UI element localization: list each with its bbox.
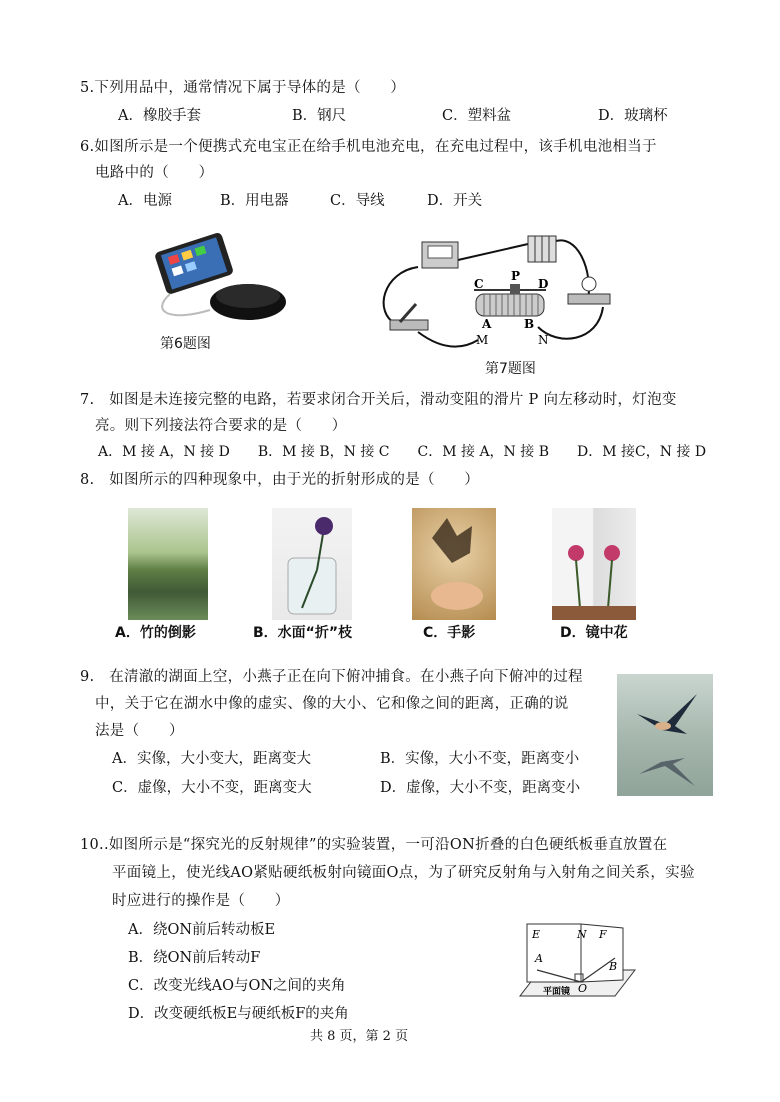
q9-stem-line2: 中，关于它在湖水中像的虚实、像的大小、它和像之间的距离，正确的说 <box>95 696 569 712</box>
svg-text:D: D <box>538 277 549 291</box>
q6-option-b: B．用电器 <box>220 193 289 209</box>
fig9-photo-swallow <box>617 674 713 796</box>
q6-option-d: D．开关 <box>427 193 483 209</box>
q7-options: A．M 接 A，N 接 D B．M 接 B，N 接 C C．M 接 A，N 接 B D．M 接C，N 接 D <box>98 444 707 460</box>
q9-option-b: B．实像，大小不变，距离变小 <box>380 751 580 767</box>
q6-option-a: A．电源 <box>118 193 172 209</box>
q8-stem: 8. 如图所示的四种现象中，由于光的折射形成的是（ ） <box>80 472 480 488</box>
fig6-caption: 第6题图 <box>160 336 211 352</box>
fig8-caption-a: A．竹的倒影 <box>115 625 196 641</box>
q10-option-c: C．改变光线AO与ON之间的夹角 <box>128 978 346 994</box>
svg-text:C: C <box>474 277 484 291</box>
fig10-reflection-apparatus <box>515 918 640 1003</box>
q5-option-b: B．钢尺 <box>292 108 347 124</box>
q6-stem-line2: 电路中的（ ） <box>95 165 214 181</box>
svg-text:N: N <box>577 928 587 941</box>
svg-text:A: A <box>482 317 492 331</box>
q9-option-c: C．虚像，大小不变，距离变大 <box>112 780 312 796</box>
q9-option-d: D．虚像，大小不变，距离变小 <box>380 780 581 796</box>
q7-stem-line2: 亮。则下列接法符合要求的是（ ） <box>95 418 347 434</box>
svg-text:M: M <box>476 333 489 347</box>
svg-text:N: N <box>538 333 549 347</box>
q9-stem-line1: 9. 在清澈的湖面上空，小燕子正在向下俯冲捕食。在小燕子向下俯冲的过程 <box>80 669 583 685</box>
q10-stem-line2: 平面镜上，使光线AO紧贴硬纸板射向镜面O点，为了研究反射角与入射角之间关系，实验 <box>112 865 695 881</box>
fig6-phone-charging-illustration <box>140 232 290 332</box>
q10-option-a: A．绕ON前后转动板E <box>128 922 276 938</box>
q5-option-a: A．橡胶手套 <box>118 108 201 124</box>
svg-text:F: F <box>599 928 607 941</box>
fig7-circuit-diagram <box>378 232 628 357</box>
q9-stem-line3: 法是（ ） <box>95 723 184 739</box>
fig7-caption: 第7题图 <box>485 361 536 377</box>
q9-option-a: A．实像，大小变大，距离变大 <box>112 751 311 767</box>
svg-text:平面镜: 平面镜 <box>543 987 571 997</box>
q10-stem-line3: 时应进行的操作是（ ） <box>112 893 290 909</box>
fig8-photo-bent-stick <box>272 508 352 620</box>
fig8-caption-b: B．水面“折”枝 <box>253 625 353 641</box>
svg-text:A: A <box>535 952 543 965</box>
svg-text:O: O <box>578 982 588 995</box>
q5-option-c: C．塑料盆 <box>442 108 512 124</box>
q10-option-d: D．改变硬纸板E与硬纸板F的夹角 <box>128 1006 349 1022</box>
q5-option-d: D．玻璃杯 <box>598 108 668 124</box>
q6-option-c: C．导线 <box>330 193 385 209</box>
fig8-photo-hand-shadow <box>412 508 496 620</box>
q5-stem: 5.下列用品中，通常情况下属于导体的是（ ） <box>80 80 406 96</box>
page-footer: 共 8 页，第 2 页 <box>310 1029 409 1044</box>
q10-option-b: B．绕ON前后转动F <box>128 950 261 966</box>
fig8-photo-mirror-flower <box>552 508 636 620</box>
q7-stem-line1: 7. 如图是未连接完整的电路，若要求闭合开关后，滑动变阻的滑片 P 向左移动时，灯泡变 <box>80 392 677 408</box>
q6-stem-line1: 6.如图所示是一个便携式充电宝正在给手机电池充电，在充电过程中，该手机电池相当于 <box>80 139 657 155</box>
fig8-caption-c: C．手影 <box>423 625 476 641</box>
fig8-photo-bamboo-reflection <box>128 508 208 620</box>
svg-text:B: B <box>609 960 618 973</box>
svg-text:B: B <box>524 317 535 331</box>
svg-text:P: P <box>511 269 521 283</box>
svg-text:E: E <box>532 928 541 941</box>
fig8-caption-d: D．镜中花 <box>560 625 628 641</box>
q10-stem-line1: 10..如图所示是“探究光的反射规律”的实验装置，一可沿ON折叠的白色硬纸板垂直放置在 <box>80 837 668 853</box>
